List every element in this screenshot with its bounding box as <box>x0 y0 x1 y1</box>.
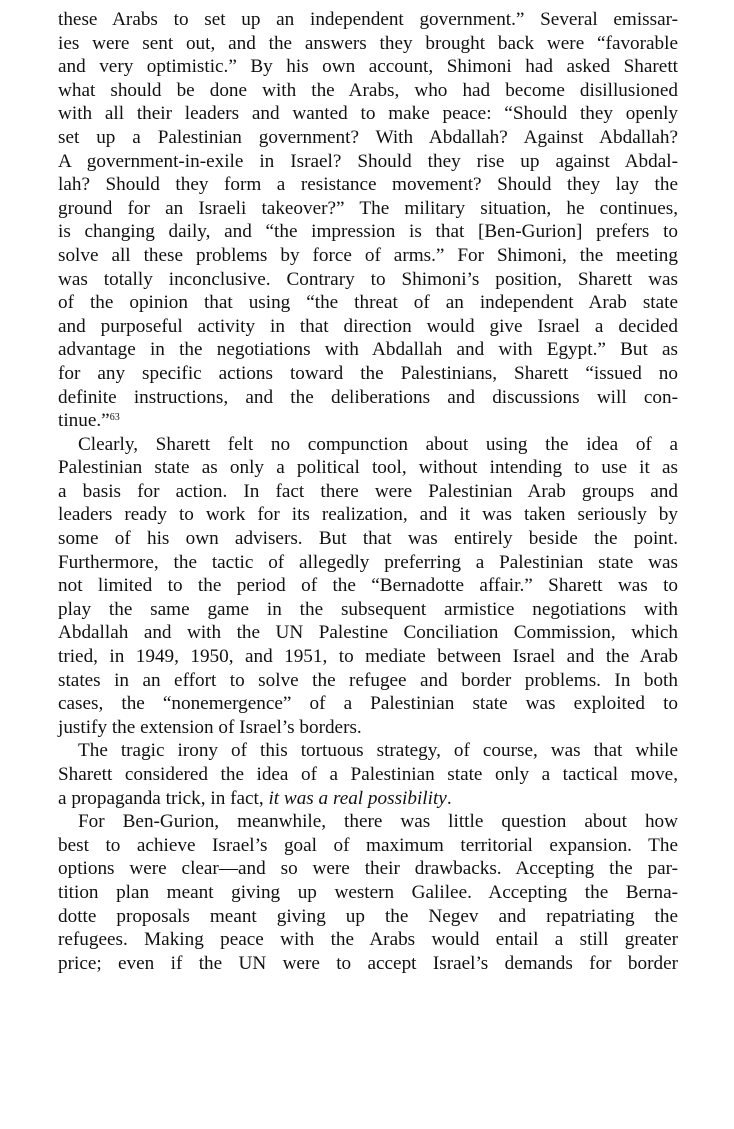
text-line: for any specific actions toward the Palestinians, Sharett “issued no <box>58 362 678 384</box>
text-line: leaders ready to work for its realization, and it was taken seriously by <box>58 504 678 526</box>
text-line: dotte proposals meant giving up the Negev and repatriating the <box>58 905 678 927</box>
text-line: what should be done with the Arabs, who had become disillusioned <box>58 79 678 101</box>
text-line: Abdallah and with the UN Palestine Conciliation Commission, which <box>58 622 678 644</box>
text-line: Furthermore, the tactic of allegedly preferring a Palestinian state was <box>58 551 678 573</box>
paragraph-1 <box>58 8 678 433</box>
text-line: states in an effort to solve the refugee and border problems. In both <box>58 669 678 691</box>
text-line: and very optimistic.” By his own account, Shimoni had asked Sharett <box>58 56 678 78</box>
paragraph-2 <box>58 433 678 740</box>
paragraph-4 <box>58 810 678 975</box>
text-line: tried, in 1949, 1950, and 1951, to mediate between Israel and the Arab <box>58 646 678 668</box>
text-line: a basis for action. In fact there were Palestinian Arab groups and <box>58 480 678 502</box>
text-line: a propaganda trick, in fact, it was a real possibility. <box>58 787 452 809</box>
text-line: ies were sent out, and the answers they brought back were “favorable <box>58 32 678 54</box>
text-line: these Arabs to set up an independent government.” Several emissar- <box>58 9 678 30</box>
text-line: refugees. Making peace with the Arabs would entail a still greater <box>58 929 678 951</box>
text-line: lah? Should they form a resistance movement? Should they lay the <box>58 174 678 196</box>
text-line: is changing daily, and “the impression is that [Ben-Gurion] prefers to <box>58 221 678 243</box>
text-line: options were clear—and so were their drawbacks. Accepting the par- <box>58 858 678 880</box>
text-line: solve all these problems by force of arms.” For Shimoni, the meeting <box>58 244 678 266</box>
text-line: cases, the “nonemergence” of a Palestinian state was exploited to <box>58 693 678 715</box>
text-line: justify the extension of Israel’s borders. <box>58 716 362 738</box>
text-line: tinue.”$^{63}$ <box>58 410 120 432</box>
text-line: best to achieve Israel’s goal of maximum territorial expansion. The <box>58 834 678 856</box>
text-line: tition plan meant giving up western Galilee. Accepting the Berna- <box>58 881 678 903</box>
text-line: was totally inconclusive. Contrary to Shimoni’s position, Sharett was <box>58 268 678 290</box>
text-line: price; even if the UN were to accept Israel’s demands for border <box>58 952 678 974</box>
text-line: A government-in-exile in Israel? Should they rise up against Abdal- <box>58 150 678 172</box>
footnote-ref: 63 <box>109 412 120 424</box>
emphasis: it was a real possibility <box>268 787 447 809</box>
text-line: some of his own advisers. But that was entirely beside the point. <box>58 528 678 550</box>
text-line: not limited to the period of the “Bernadotte affair.” Sharett was to <box>58 575 678 597</box>
text-line: ground for an Israeli takeover?” The military situation, he continues, <box>58 197 678 219</box>
text-line: with all their leaders and wanted to make peace: “Should they openly <box>58 103 678 125</box>
text-line: of the opinion that using “the threat of an independent Arab state <box>58 292 678 314</box>
paragraph-3 <box>58 739 678 810</box>
text-line: and purposeful activity in that direction would give Israel a decided <box>58 315 678 337</box>
book-page <box>58 8 678 975</box>
text-line: definite instructions, and the deliberations and discussions will con- <box>58 386 678 408</box>
text-line: play the same game in the subsequent armistice negotiations with <box>58 598 678 620</box>
text-line: Clearly, Sharett felt no compunction about using the idea of a <box>78 433 678 455</box>
text-line: The tragic irony of this tortuous strategy, of course, was that while <box>78 740 678 762</box>
text-line: advantage in the negotiations with Abdallah and with Egypt.” But as <box>58 339 678 361</box>
text-line: Sharett considered the idea of a Palestinian state only a tactical move, <box>58 764 678 785</box>
text-line: set up a Palestinian government? With Abdallah? Against Abdallah? <box>58 126 678 148</box>
text-line: For Ben-Gurion, meanwhile, there was little question about how <box>78 811 678 833</box>
text-line: Palestinian state as only a political tool, without intending to use it as <box>58 457 678 479</box>
